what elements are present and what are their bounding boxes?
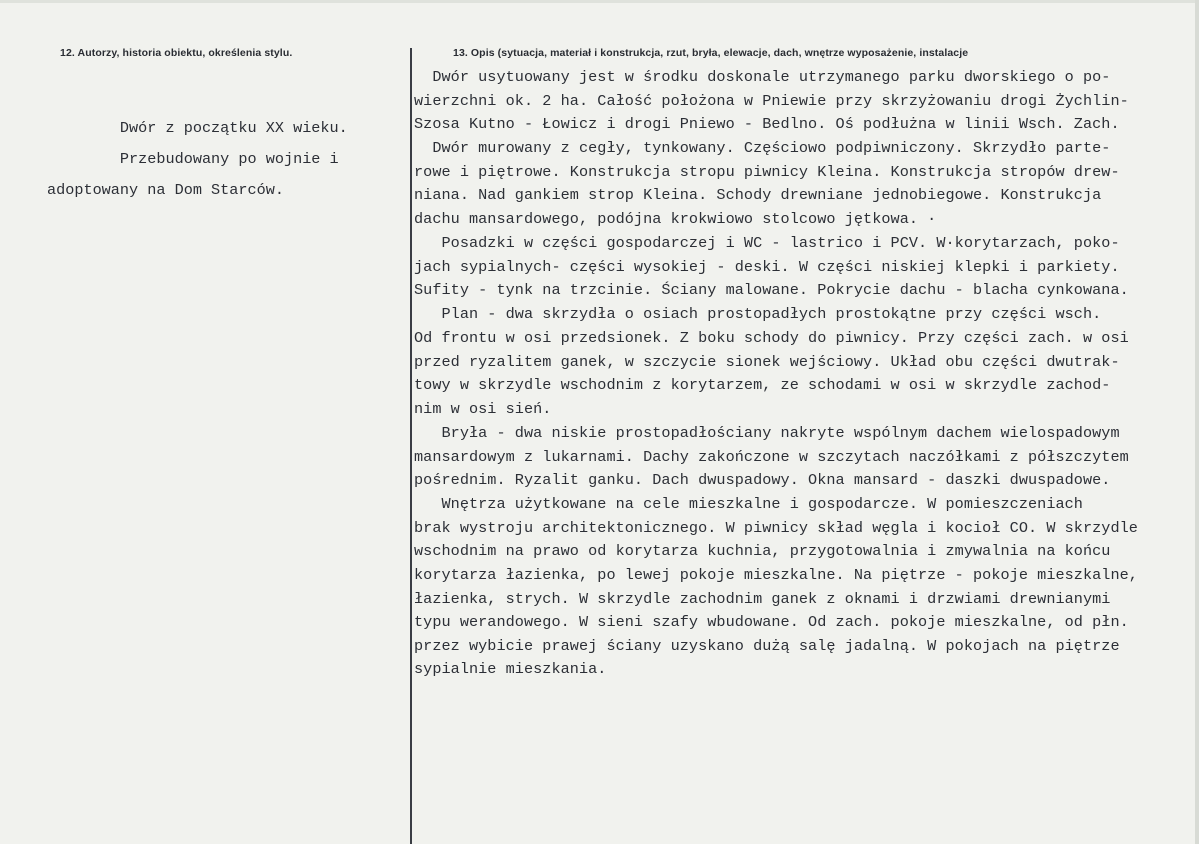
- text-line: rowe i piętrowe. Konstrukcja stropu piwnicy Kleina. Konstrukcja stropów drew-: [414, 162, 1120, 181]
- text-line: korytarza łazienka, po lewej pokoje mieszkalne. Na piętrze - pokoje mieszkalne,: [414, 565, 1138, 584]
- text-line: Dwór z początku XX wieku.: [47, 119, 348, 137]
- text-line: brak wystroju architektonicznego. W piwnicy skład węgla i kocioł CO. W skrzydle: [414, 518, 1138, 537]
- text-line: pośrednim. Ryzalit ganku. Dach dwuspadowy. Okna mansard - daszki dwuspadowe.: [414, 471, 1111, 490]
- text-line: adoptowany na Dom Starców.: [47, 181, 284, 199]
- text-line: wschodnim na prawo od korytarza kuchnia, przygotowalnia i zmywalnia na końcu: [414, 542, 1111, 561]
- description-paragraph: [414, 493, 1194, 682]
- text-line: Sufity - tynk na trzcinie. Ściany malowane. Pokrycie dachu - blacha cynkowana.: [414, 281, 1129, 300]
- description-paragraph: [414, 232, 1194, 303]
- text-line: Wnętrza użytkowane na cele mieszkalne i gospodarcze. W pomieszczeniach: [414, 495, 1083, 514]
- text-line: mansardowym z lukarnami. Dachy zakończone w szczytach naczółkami z półszczytem: [414, 447, 1129, 466]
- text-line: wierzchni ok. 2 ha. Całość położona w Pniewie przy skrzyżowaniu drogi Żychlin-: [414, 91, 1129, 110]
- text-line: Szosa Kutno - Łowicz i drogi Pniewo - Bedlno. Oś podłużna w linii Wsch. Zach.: [414, 115, 1120, 134]
- column-divider: [410, 48, 412, 844]
- text-line: Od frontu w osi przedsionek. Z boku schody do piwnicy. Przy części zach. w osi: [414, 329, 1129, 348]
- description-paragraph: [414, 303, 1194, 421]
- text-line: łazienka, strych. W skrzydle zachodnim ganek z oknami i drzwiami drewnianymi: [414, 589, 1111, 608]
- text-line: niana. Nad gankiem strop Kleina. Schody drewniane jednobiegowe. Konstrukcja: [414, 186, 1102, 205]
- section-13-text: [414, 66, 1194, 682]
- section-13-heading: 13. Opis (sytuacja, materiał i konstrukcja, rzut, bryła, elewacje, dach, wnętrze wyposażenie, instalacje: [453, 47, 969, 59]
- text-line: Dwór murowany z cegły, tynkowany. Częściowo podpiwniczony. Skrzydło parte-: [414, 139, 1111, 158]
- text-line: sypialnie mieszkania.: [414, 660, 607, 679]
- text-line: dachu mansardowego, podójna krokwiowo stolcowo jętkowa. ·: [414, 210, 937, 229]
- text-line: typu werandowego. W sieni szafy wbudowane. Od zach. pokoje mieszkalne, od płn.: [414, 613, 1129, 632]
- text-line: Dwór usytuowany jest w środku doskonale utrzymanego parku dworskiego o po-: [414, 68, 1111, 86]
- text-line: Posadzki w części gospodarczej i WC - lastrico i PCV. W·korytarzach, poko-: [414, 234, 1120, 253]
- text-line: Bryła - dwa niskie prostopadłościany nakryte wspólnym dachem wielospadowym: [414, 423, 1120, 442]
- text-line: jach sypialnych- części wysokiej - deski. W części niskiej klepki i parkiety.: [414, 257, 1120, 276]
- section-12-text: [47, 113, 397, 206]
- section-12-heading: 12. Autorzy, historia obiektu, określenia stylu.: [60, 47, 293, 59]
- description-paragraph: [414, 137, 1194, 231]
- paper-right-edge: [1195, 0, 1199, 844]
- text-line: Przebudowany po wojnie i: [47, 150, 339, 168]
- description-paragraph: [414, 422, 1194, 493]
- text-line: przez wybicie prawej ściany uzyskano dużą salę jadalną. W pokojach na piętrze: [414, 636, 1120, 655]
- paper-top-edge: [0, 0, 1199, 3]
- text-line: towy w skrzydle wschodnim z korytarzem, ze schodami w osi w skrzydle zachod-: [414, 376, 1111, 395]
- text-line: nim w osi sień.: [414, 399, 552, 418]
- description-paragraph: [414, 66, 1194, 137]
- text-line: Plan - dwa skrzydła o osiach prostopadłych prostokątne przy części wsch.: [414, 305, 1102, 324]
- text-line: przed ryzalitem ganek, w szczycie sionek wejściowy. Układ obu części dwutrak-: [414, 352, 1120, 371]
